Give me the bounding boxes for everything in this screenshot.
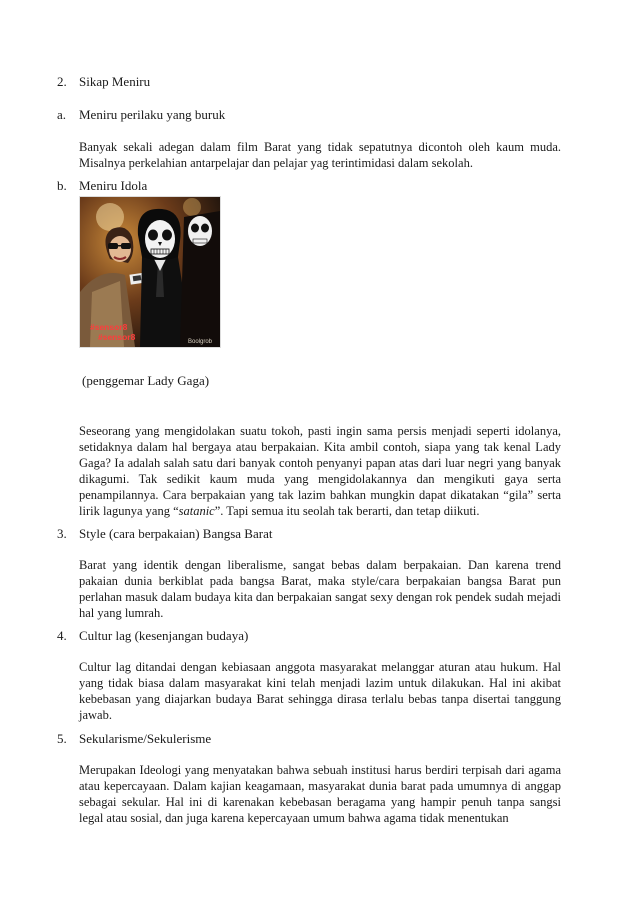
paragraph-text: ”. Tapi semua itu seolah tak berarti, dan tetap diikuti. — [214, 504, 480, 518]
section-3-heading — [57, 526, 272, 542]
section-title: Meniru Idola — [79, 178, 148, 193]
section-number: 2. — [57, 74, 67, 89]
section-number: 4. — [57, 628, 67, 643]
section-3-paragraph: Barat yang identik dengan liberalisme, sangat bebas dalam berpakaian. Dan karena trend pakaian dunia berkiblat pada bangsa Barat, maka style/cara berpakaian bangsa Barat pun perlahan masuk dalam budaya kita dan berpakaian sangat sexy dengan rok pendek sudah mejadi hal yang lumrah. — [79, 558, 561, 620]
section-number: 5. — [57, 731, 67, 746]
section-title: Sikap Meniru — [79, 74, 151, 89]
watermark-text: #sensor8 — [90, 322, 128, 332]
section-a-paragraph: Banyak sekali adegan dalam film Barat yang tidak sepatutnya dicontoh oleh kaum muda. Misalnya perkelahian antarpelajar dan pelajar yag terintimidasi dalam sekolah. — [79, 140, 561, 170]
section-number: a. — [57, 107, 67, 122]
section-2-heading — [57, 74, 150, 90]
photo-caption: (penggemar Lady Gaga) — [82, 373, 210, 388]
photo-corner-label: Boolgrob — [188, 339, 213, 345]
section-b-paragraph — [79, 423, 561, 519]
section-4-paragraph: Cultur lag ditandai dengan kebiasaan anggota masyarakat melanggar aturan atau hukum. Hal yang tidak biasa dalam masyarakat kini telah menjadi lazim untuk dilakukan. Hal ini akibat kebebasan yang diajarkan budaya Barat sehingga dirasa terlalu bebas tanpa disertai tanggung jawab. — [79, 660, 561, 722]
section-title: Cultur lag (kesenjangan budaya) — [79, 628, 249, 643]
section-number: 3. — [57, 526, 67, 541]
section-b-heading — [57, 178, 147, 194]
section-title: Meniru perilaku yang buruk — [79, 107, 226, 122]
section-title: Sekularisme/Sekulerisme — [79, 731, 212, 746]
watermark-text: #sensor8 — [98, 332, 136, 342]
section-4-heading — [57, 628, 248, 644]
emphasis-text: satanic — [178, 504, 215, 518]
paragraph-text: Seseorang yang mengidolakan suatu tokoh, pasti ingin sama persis menjadi seperti idolanya, setidaknya dalam hal bergaya atau berpakaian. Kita ambil contoh, siapa yang tak kenal Lady Gaga? Ia adalah salah satu dari banyak contoh penyanyi papan atas dari luar negri yang banyak dikagumi. Tak sedikit kaum muda yang mengidolakannya dan mengikuti gaya serta penampilannya. Cara berpakaian yang tak lazim bahkan mungkin dapat dikatakan “gila” serta lirik lagunya yang “ — [79, 424, 561, 518]
lady-gaga-fans-photo — [79, 196, 221, 348]
section-5-heading — [57, 731, 211, 747]
section-5-paragraph: Merupakan Ideologi yang menyatakan bahwa sebuah institusi harus berdiri terpisah dari agama atau kepercayaan. Dalam kajian keagamaan, masyarakat dunia barat pada umumnya di anggap sebagai sekular. Hal ini di karenakan kebebasan beragama yang hampir penuh tanpa sangsi legal atau sosial, dan juga karena kepercayaan umum bahwa agama tidak menentukan — [79, 763, 561, 825]
section-title: Style (cara berpakaian) Bangsa Barat — [79, 526, 273, 541]
section-a-heading — [57, 107, 225, 123]
section-number: b. — [57, 178, 67, 193]
